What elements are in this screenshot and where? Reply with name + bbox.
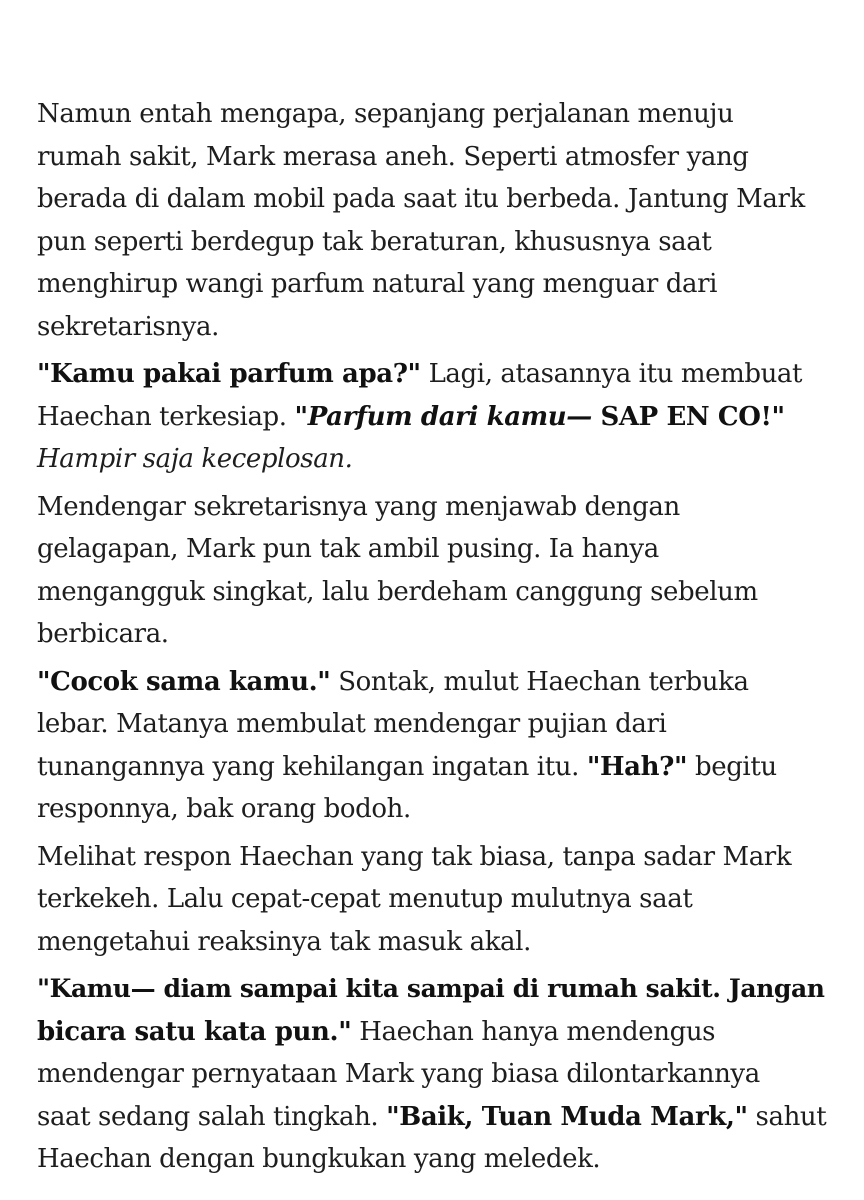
narration-text: Haechan hanya mendengus	[351, 1016, 716, 1047]
dialogue-text: bicara satu kata pun."	[37, 1016, 352, 1047]
paragraph	[37, 836, 837, 964]
text-line	[37, 703, 837, 746]
text-line	[37, 528, 837, 571]
narration-text: rumah sakit, Mark merasa aneh. Seperti atmosfer yang	[37, 141, 749, 172]
narration-text: lebar. Matanya membulat mendengar pujian dari	[37, 709, 667, 739]
dialogue-text: "Cocok sama kamu."	[37, 666, 331, 697]
paragraph	[37, 968, 837, 1181]
paragraph	[37, 661, 837, 831]
narration-text: saat sedang salah tingkah.	[37, 1101, 387, 1132]
narration-text: Melihat respon Haechan yang tak biasa, tanpa sadar Mark	[37, 841, 792, 872]
text-line	[37, 1096, 837, 1139]
dialogue-text: "Kamu— diam sampai kita sampai di rumah sakit. Jangan	[37, 974, 825, 1003]
paragraph	[37, 93, 837, 348]
text-line	[37, 178, 837, 221]
inner-thought-text: Hampir saja keceplosan.	[37, 444, 353, 474]
paragraph	[37, 486, 837, 656]
narration-text: gelagapan, Mark pun tak ambil pusing. Ia hanya	[37, 534, 659, 564]
dialogue-text	[308, 402, 592, 432]
narration-text: responnya, bak orang bodoh.	[37, 794, 411, 824]
story-page	[37, 93, 837, 1186]
text-line	[37, 93, 837, 136]
dialogue-italic-text: Parfum dari kamu—	[307, 401, 592, 432]
dialogue-text: "Baik, Tuan Muda Mark,"	[386, 1101, 748, 1132]
text-line	[37, 921, 837, 964]
narration-text: Namun entah mengapa, sepanjang perjalanan menuju	[37, 99, 734, 129]
dialogue-quote: "	[294, 401, 308, 432]
narration-text: Haechan terkesiap.	[37, 401, 295, 432]
text-line	[37, 438, 837, 481]
narration-text: berada di dalam mobil pada saat itu berbeda. Jantung Mark	[37, 184, 805, 214]
narration-text: tunangannya yang kehilangan ingatan itu.	[37, 751, 587, 782]
dialogue-text: "Kamu pakai parfum apa?"	[37, 359, 421, 389]
text-line	[37, 1011, 837, 1054]
text-line	[37, 788, 837, 831]
text-line	[37, 263, 837, 306]
narration-text: Mendengar sekretarisnya yang menjawab dengan	[37, 491, 680, 522]
narration-text: mengangguk singkat, lalu berdeham canggung sebelum	[37, 576, 758, 607]
text-line	[37, 661, 837, 704]
text-line	[37, 571, 837, 614]
narration-text: sahut	[747, 1101, 827, 1132]
text-line	[37, 396, 837, 439]
narration-text: Lagi, atasannya itu membuat	[420, 359, 803, 389]
narration-text: sekretarisnya.	[37, 311, 219, 342]
text-line	[37, 306, 837, 349]
dialogue-text: SAP EN CO!"	[591, 401, 785, 432]
text-line	[37, 746, 837, 789]
text-line	[37, 1138, 837, 1181]
text-line	[37, 136, 837, 179]
text-line	[37, 221, 837, 264]
narration-text: mengetahui reaksinya tak masuk akal.	[37, 926, 531, 957]
text-line	[37, 353, 837, 396]
narration-text: Sontak, mulut Haechan terbuka	[330, 666, 749, 697]
text-line	[37, 486, 837, 529]
text-line	[37, 1053, 837, 1096]
narration-text: berbicara.	[37, 619, 169, 649]
text-line	[37, 836, 837, 879]
paragraph	[37, 353, 837, 481]
narration-text: mendengar pernyataan Mark yang biasa dilontarkannya	[37, 1059, 760, 1089]
narration-text: terkekeh. Lalu cepat-cepat menutup mulutnya saat	[37, 884, 693, 914]
narration-text: pun seperti berdegup tak beraturan, khususnya saat	[37, 226, 712, 257]
narration-text: menghirup wangi parfum natural yang menguar dari	[37, 269, 718, 299]
dialogue-text: "Hah?"	[586, 751, 688, 782]
text-line	[37, 878, 837, 921]
narration-text: begitu	[687, 751, 777, 782]
text-line	[37, 613, 837, 656]
narration-text: Haechan dengan bungkukan yang meledek.	[37, 1144, 601, 1174]
text-line	[37, 968, 837, 1011]
